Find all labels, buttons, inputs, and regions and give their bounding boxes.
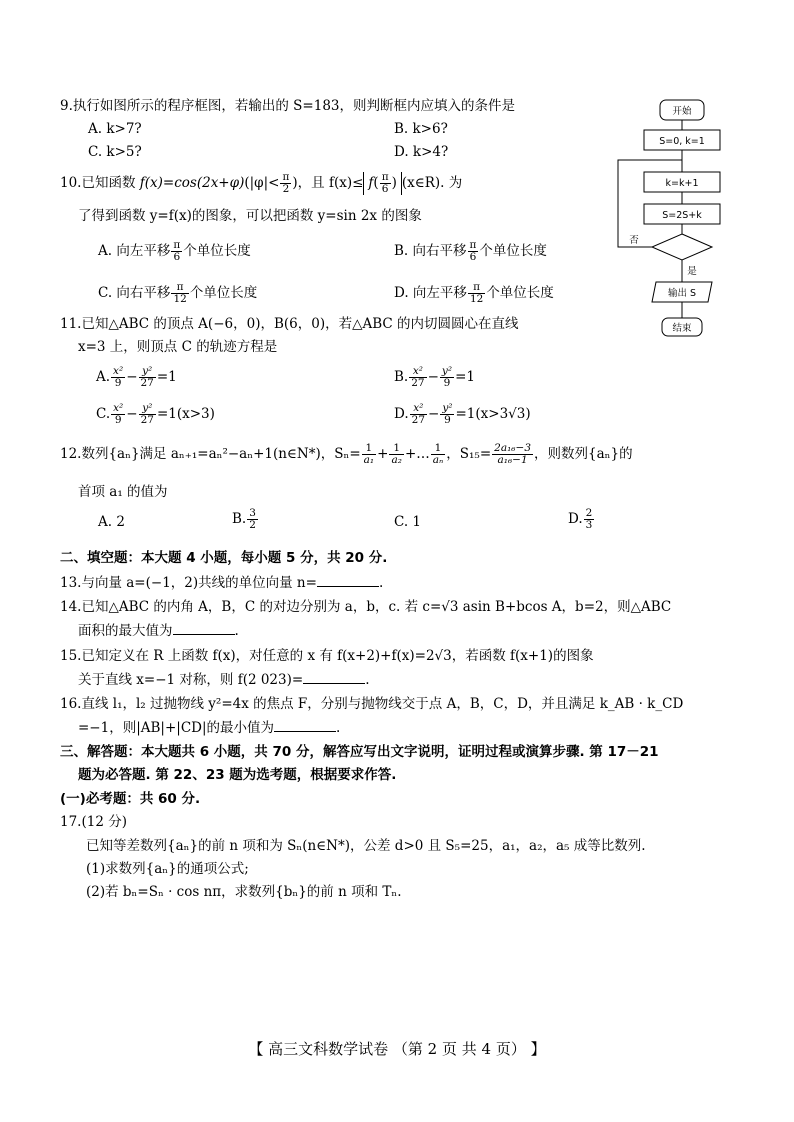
section2-heading: 二、填空题：本大题 4 小题，每小题 5 分，共 20 分. xyxy=(60,550,388,566)
q10-tail: (x∈R). 为 xyxy=(401,175,463,192)
q16-line1: 16.直线 l₁，l₂ 过抛物线 y²=4x 的焦点 F，分别与抛物线交于点 A，B，C，D，并且满足 k_AB · k_CD xyxy=(60,696,684,712)
q15-line1: 15.已知定义在 R 上函数 f(x)，对任意的 x 有 f(x+2)+f(x)=2√3，若函数 f(x+1)的图象 xyxy=(60,648,594,664)
q11-option-a: A. $\frac{\text{x²}}{9}$ − $\frac{\text{y²}}{27}$ =1 xyxy=(96,365,177,390)
q11-option-d: D. $\frac{\text{x²}}{27}$ − $\frac{\text{y²}}{9}$ =1(x>3√3) xyxy=(394,402,531,427)
q10-close: )，且 f(x)≤ xyxy=(292,175,364,192)
q12-line2: 首项 a₁ 的值为 xyxy=(78,484,168,500)
flowchart-end-label: 结束 xyxy=(672,323,692,334)
q10-num: 10.已知函数 xyxy=(60,175,140,192)
flowchart-no-label: 否 xyxy=(629,235,639,246)
q13: 13.与向量 a=(−1，2)共线的单位向量 n= . xyxy=(60,575,384,591)
q14-line1: 14.已知△ABC 的内角 A，B，C 的对边分别为 a，b，c. 若 c=√3 asin B+bcos A，b=2，则△ABC xyxy=(60,599,672,615)
q12-option-b: B. $\frac{3}{2}$ xyxy=(232,507,256,532)
q13-answer-blank xyxy=(317,574,379,587)
q11-option-b: B. $\frac{\text{x²}}{27}$ − $\frac{\text{y²}}{9}$ =1 xyxy=(394,365,475,390)
q12-option-d: D. $\frac{2}{3}$ xyxy=(568,507,593,532)
q9-option-b: B. k>6? xyxy=(394,121,448,137)
flowchart-k-label: k=k+1 xyxy=(665,178,699,189)
q17-part1: (1)求数列{aₙ}的通项公式; xyxy=(86,861,249,877)
flowchart-yes-label: 是 xyxy=(687,266,697,277)
section3-subheading: (一)必考题：共 60 分. xyxy=(60,791,201,807)
flowchart xyxy=(612,92,756,342)
q10-pi-over-2: $\frac{\pi}{2}$ xyxy=(282,171,290,196)
q9-option-a: A. k>7? xyxy=(88,121,142,137)
section3-heading: 三、解答题：本大题共 6 小题，共 70 分，解答应写出文字说明，证明过程或演算步骤. 第 17－21 xyxy=(60,744,659,760)
q17-head: 17.(12 分) xyxy=(60,814,127,830)
flowchart-start-label: 开始 xyxy=(672,106,692,117)
q12-line1: 12.数列{aₙ}满足 aₙ₊₁=aₙ²−aₙ+1(n∈N*)，Sₙ= $\frac{1}{\text{a₁}}$ + $\frac{1}{\text{a₂}}$ +… $\frac{1}{\text{aₙ}}$ ，S₁₅= $\frac{\text{2a₁₆−3}}{\text{a₁₆−1}}$ ，则数列{aₙ}的 xyxy=(60,442,633,467)
q16-answer-blank xyxy=(274,719,336,732)
flowchart-output-label: 输出 S xyxy=(667,288,697,299)
q12-option-a: A. 2 xyxy=(98,514,125,530)
q15-line2: 关于直线 x=−1 对称，则 f(2 023)= . xyxy=(78,672,370,688)
q11-line2: x=3 上，则顶点 C 的轨迹方程是 xyxy=(78,339,278,355)
q11-option-c: C. $\frac{\text{x²}}{9}$ − $\frac{\text{y²}}{27}$ =1(x>3) xyxy=(96,402,215,427)
q17-part2: (2)若 bₙ=Sₙ · cos nπ，求数列{bₙ}的前 n 项和 Tₙ. xyxy=(86,884,402,900)
q14-line2: 面积的最大值为 . xyxy=(78,623,239,639)
q9-stem: 9.执行如图所示的程序框图，若输出的 S=183，则判断框内应填入的条件是 xyxy=(60,98,515,114)
q12-option-c: C. 1 xyxy=(394,514,422,530)
q16-line2: =−1，则|AB|+|CD|的最小值为 . xyxy=(78,720,341,736)
flowchart-s-label: S=2S+k xyxy=(662,210,702,221)
flowchart-decision xyxy=(652,234,712,260)
q15-answer-blank xyxy=(303,671,365,684)
page-footer: 【 高三文科数学试卷 （第 2 页 共 4 页） 】 xyxy=(248,1040,546,1058)
q10-function: f(x)=cos(2x+φ) xyxy=(139,175,245,192)
q10-line2: 了得到函数 y=f(x)的图象，可以把函数 y=sin 2x 的图象 xyxy=(78,208,422,224)
q17-stem: 已知等差数列{aₙ}的前 n 项和为 Sₙ(n∈N*)，公差 d>0 且 S₅=25，a₁，a₂，a₅ 成等比数列. xyxy=(86,838,646,854)
q11-line1: 11.已知△ABC 的顶点 A(−6，0)，B(6，0)，若△ABC 的内切圆圆心在直线 xyxy=(60,316,519,332)
q10-option-c: C. 向右平移 $\frac{\pi}{12}$ 个单位长度 xyxy=(98,281,258,306)
q9-option-d: D. k>4? xyxy=(394,144,449,160)
q10-option-a: A. 向左平移 $\frac{\pi}{6}$ 个单位长度 xyxy=(98,239,251,264)
q9-option-c: C. k>5? xyxy=(88,144,142,160)
q10-line1 xyxy=(60,172,462,195)
q14-answer-blank xyxy=(173,622,235,635)
q10-abs-value: f( $\frac{\pi}{6}$ ) xyxy=(363,172,401,195)
section3-heading-cont: 题为必答题. 第 22、23 题为选考题，根据要求作答. xyxy=(78,767,397,783)
flowchart-init-label: S=0, k=1 xyxy=(659,136,705,147)
q10-cond: (|φ|< xyxy=(244,175,280,192)
q10-option-d: D. 向左平移 $\frac{\pi}{12}$ 个单位长度 xyxy=(394,281,554,306)
q10-option-b: B. 向右平移 $\frac{\pi}{6}$ 个单位长度 xyxy=(394,239,547,264)
